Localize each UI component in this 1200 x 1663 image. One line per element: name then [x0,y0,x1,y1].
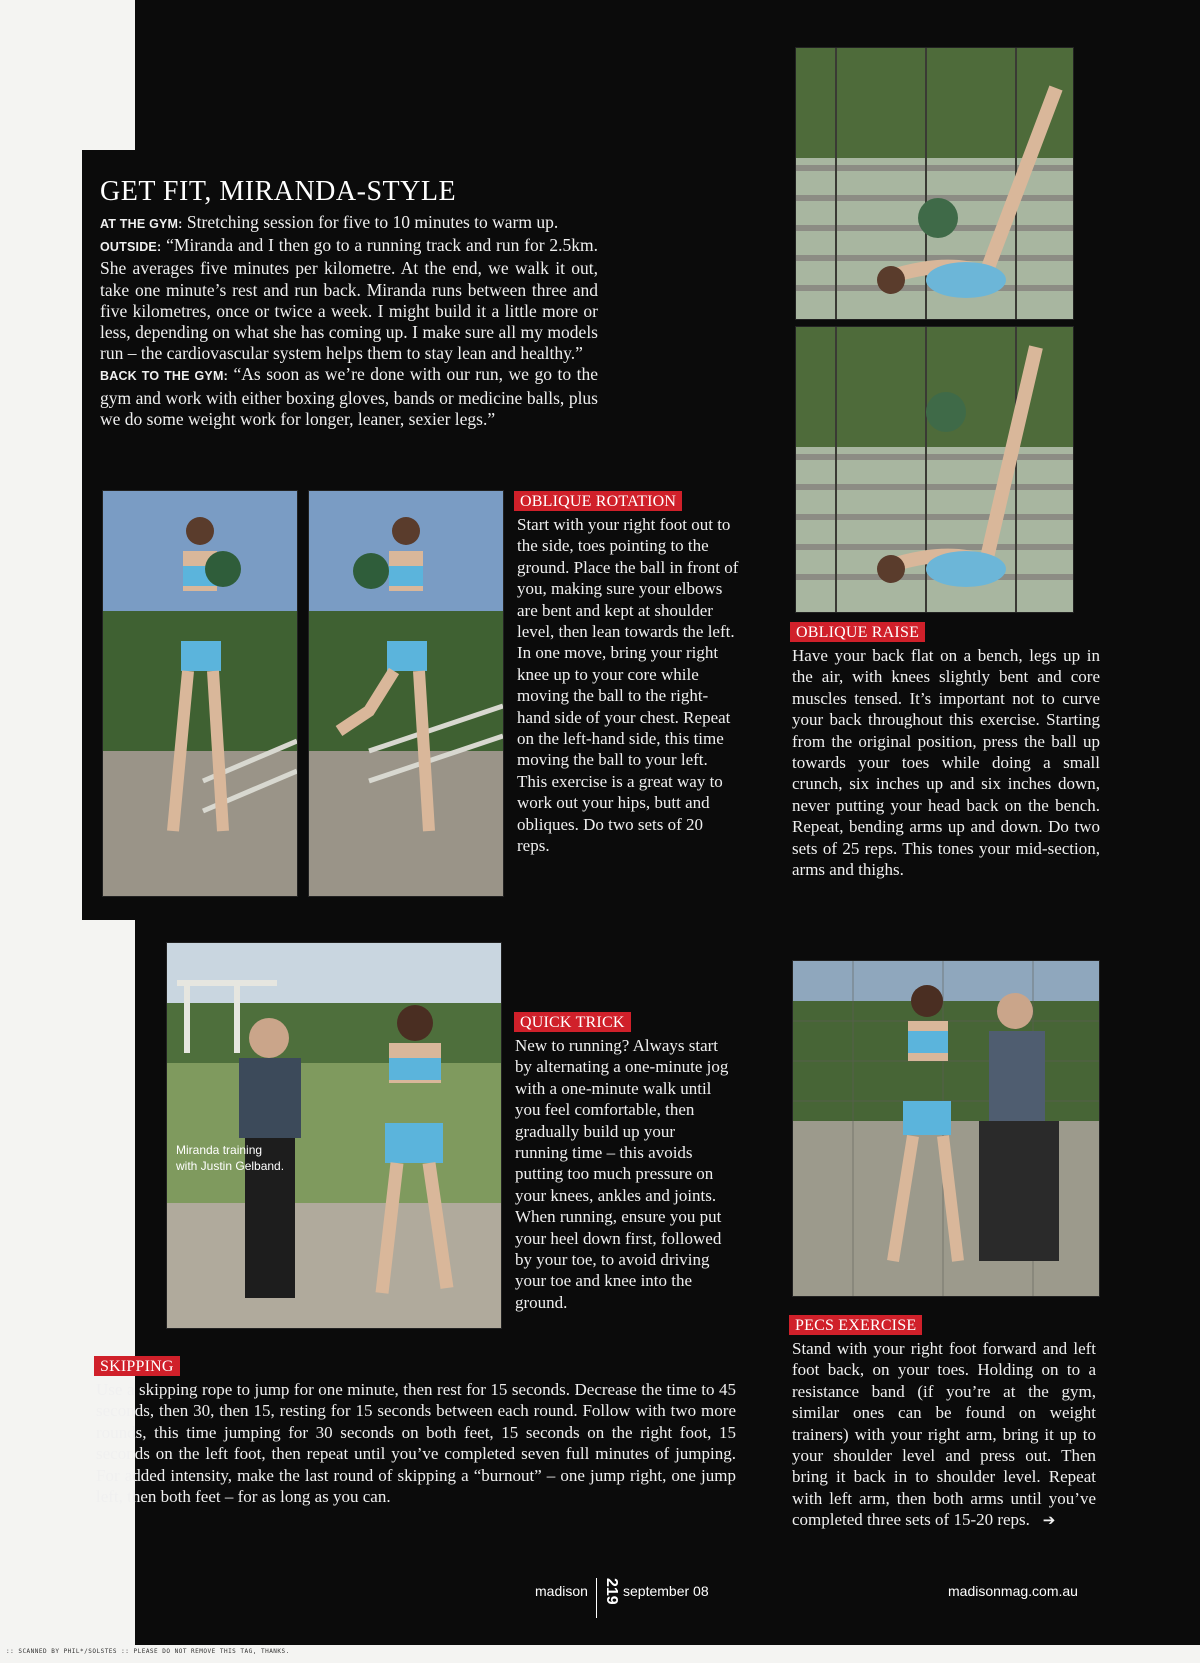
pecs-exercise-heading: PECS EXERCISE [789,1315,922,1335]
continue-arrow-icon: ➔ [1042,1511,1056,1530]
back-to-gym-text: “As soon as we’re done with our run, we go to the gym and work with either boxing gloves, bands or medicine balls, plus we do some weight work for longer, leaner, sexier legs.” [100,364,598,429]
at-the-gym-label: AT THE GYM: [100,217,183,231]
scan-tag: :: SCANNED BY PHIL*/SOLSTES :: PLEASE DO NOT REMOVE THIS TAG, THANKS. [6,1648,290,1655]
oblique-raise-heading: OBLIQUE RAISE [790,622,925,642]
photo-caption-line-2: with Justin Gelband. [176,1159,285,1173]
pecs-exercise-body: Stand with your right foot forward and left foot back, on your toes. Holding on to a resistance band (if you’re at the gym, similar ones can be found on weight trainers) with your right arm, bring it up to your shoulder level and press out. Then bring it back in to shoulder level. Repeat with left arm, then both arms until you’ve completed three sets of 15-20 reps. [792,1339,1096,1530]
footer-issue: september 08 [623,1583,709,1599]
footer-magazine: madison [535,1583,588,1599]
photo-caption-line-1: Miranda training [176,1143,263,1157]
oblique-raise-text: Have your back flat on a bench, legs up in the air, with knees slightly bent and core muscles tensed. It’s important not to curve your back throughout this exercise. Starting from the original position, press the ball up towards your toes while doing a small crunch, six inches up and six inches down, never putting your head back on the bench. Repeat, bending arms up and down. Do two sets of 25 reps. This tones your mid-section, arms and thighs. [792,646,1100,880]
skipping-heading: SKIPPING [94,1356,180,1376]
pecs-exercise-photo [792,960,1100,1297]
footer-divider [596,1578,597,1618]
footer-website: madisonmag.com.au [948,1583,1078,1599]
back-to-gym-label: BACK TO THE GYM: [100,369,228,384]
page-number: 219 [603,1578,620,1605]
photo-caption [176,1142,336,1174]
at-the-gym-text: Stretching session for five to 10 minutes to warm up. [182,212,559,232]
oblique-rotation-text: Start with your right foot out to the side, toes pointing to the ground. Place the ball in front of you, making sure your elbows are bent and kept at shoulder level, then lean towards the left. In one move, bring your right knee up to your core while moving the ball to the right-hand side of your chest. Repeat on the left-hand side, this time moving the ball to your left. This exercise is a great way to work out your hips, butt and obliques. Do two sets of 20 reps. [517,515,739,856]
running-photo [166,942,502,1329]
intro-copy [100,212,598,430]
outside-text: “Miranda and I then go to a running track and run for 2.5km. She averages five minutes per kilometre. At the end, we walk it out, take one minute’s rest and run back. Miranda runs between three and five kilometres, once or twice a week. I might build it a little more or less, depending on what she has coming up. I make sure all my models run – the cardiovascular system helps them to stay lean and healthy.” [100,235,598,364]
page-title: GET FIT, MIRANDA-STYLE [100,176,457,207]
quick-trick-heading: QUICK TRICK [514,1012,631,1032]
outside-label: OUTSIDE: [100,240,162,255]
oblique-rotation-photo-2 [308,490,504,897]
oblique-rotation-heading: OBLIQUE ROTATION [514,491,682,511]
oblique-rotation-photo-1 [102,490,298,897]
pecs-exercise-text [792,1338,1096,1532]
oblique-raise-photo-1 [795,47,1074,320]
oblique-raise-photo-2 [795,326,1074,613]
quick-trick-text: New to running? Always start by alternating a one-minute jog with a one-minute walk until you feel comfortable, then gradually build up your running time – this avoids putting too much pressure on your knees, ankles and joints. When running, ensure you put your heel down first, followed by your toe, to avoid driving your toe and knee into the ground. [515,1036,729,1312]
skipping-text: Use a skipping rope to jump for one minute, then rest for 15 seconds. Decrease the time to 45 seconds, then 30, then 15, resting for 15 seconds between each round. Follow with two more rounds, this time jumping for 30 seconds on both feet, 15 seconds on the right foot, 15 seconds on the left foot, then repeat until you’ve completed seven full minutes of jumping. For added intensity, make the last round of skipping a “burnout” – one jump right, one jump left, then both feet – for as long as you can. [96,1380,736,1507]
